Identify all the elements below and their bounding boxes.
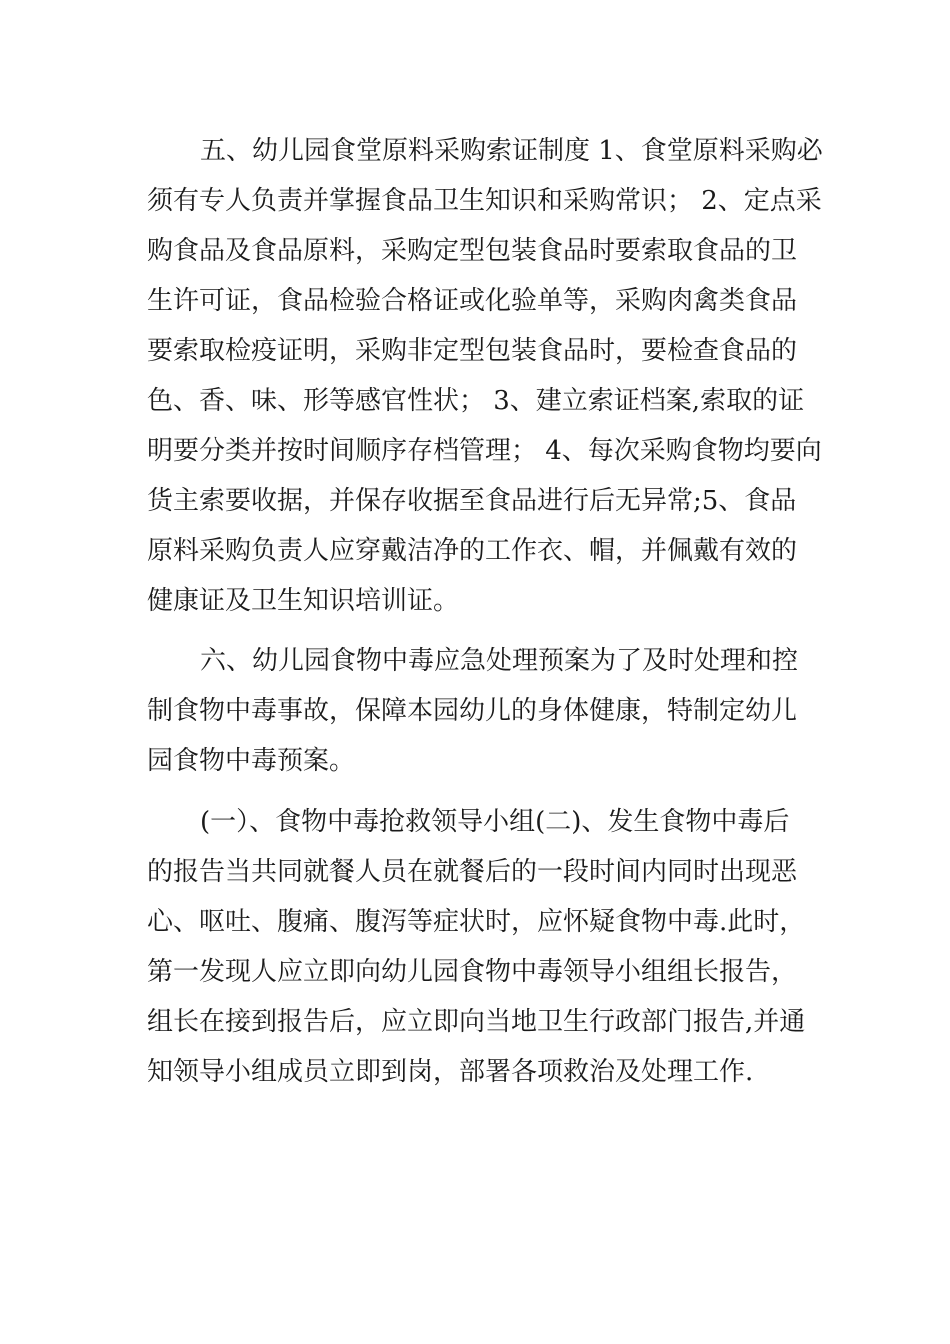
paragraph-2-line-3: [0, 736, 950, 786]
paragraph-3-line-3-text: 心、呕吐、腹痛、腹泻等症状时，应怀疑食物中毒.此时，: [147, 907, 806, 937]
paragraph-1-line-1: [0, 126, 950, 176]
paragraph-3-line-2-text: 的报告当共同就餐人员在就餐后的一段时间内同时出现恶: [147, 857, 798, 887]
paragraph-2-line-1-text: 六、幼儿园食物中毒应急处理预案为了及时处理和控: [200, 646, 799, 676]
paragraph-2-line-2: [0, 686, 950, 736]
paragraph-2-line-1: [0, 636, 950, 686]
paragraph-1-line-6: [0, 376, 950, 426]
paragraph-1-line-2: [0, 176, 950, 226]
paragraph-2-line-2-text: 制食物中毒事故，保障本园幼儿的身体健康，特制定幼儿: [147, 696, 798, 726]
paragraph-3-line-4: [0, 947, 950, 997]
paragraph-3-line-4-text: 第一发现人应立即向幼儿园食物中毒领导小组组长报告，: [147, 957, 798, 987]
paragraph-3-line-1: [0, 797, 950, 847]
paragraph-1-line-3-text: 购食品及食品原料，采购定型包装食品时要索取食品的卫: [147, 236, 798, 266]
paragraph-1-line-9: [0, 526, 950, 576]
paragraph-1-line-6-text: 色、香、味、形等感官性状； 3、建立索证档案,索取的证: [147, 386, 805, 416]
paragraph-1-line-4: [0, 276, 950, 326]
paragraph-1-line-3: [0, 226, 950, 276]
paragraph-1-line-4-text: 生许可证，食品检验合格证或化验单等，采购肉禽类食品: [147, 286, 798, 316]
paragraph-1-line-5-text: 要索取检疫证明，采购非定型包装食品时，要检查食品的: [147, 336, 798, 366]
paragraph-1-line-8: [0, 476, 950, 526]
paragraph-3-line-5-text: 组长在接到报告后，应立即向当地卫生行政部门报告,并通: [147, 1007, 806, 1037]
paragraph-3-line-1-text: (一）、食物中毒抢救领导小组(二)、发生食物中毒后: [200, 807, 790, 837]
paragraph-3-line-2: [0, 847, 950, 897]
paragraph-1-line-7-text: 明要分类并按时间顺序存档管理； 4、每次采购食物均要向: [147, 436, 822, 466]
paragraph-3-line-3: [0, 897, 950, 947]
paragraph-2-line-3-text: 园食物中毒预案。: [147, 746, 356, 776]
paragraph-1-line-8-text: 货主索要收据，并保存收据至食品进行后无异常;5、食品: [147, 486, 797, 516]
paragraph-1-line-9-text: 原料采购负责人应穿戴洁净的工作衣、帽，并佩戴有效的: [147, 536, 798, 566]
paragraph-1-line-10-text: 健康证及卫生知识培训证。: [147, 586, 460, 616]
paragraph-3-line-6: [0, 1047, 950, 1097]
paragraph-1-line-7: [0, 426, 950, 476]
paragraph-1-line-5: [0, 326, 950, 376]
paragraph-1-line-10: [0, 576, 950, 626]
paragraph-3-line-6-text: 知领导小组成员立即到岗，部署各项救治及处理工作.: [147, 1057, 754, 1087]
paragraph-1-line-1-text: 五、幼儿园食堂原料采购索证制度 1、食堂原料采购必: [200, 136, 823, 166]
paragraph-1-line-2-text: 须有专人负责并掌握食品卫生知识和采购常识； 2、定点采: [147, 186, 822, 216]
paragraph-3-line-5: [0, 997, 950, 1047]
